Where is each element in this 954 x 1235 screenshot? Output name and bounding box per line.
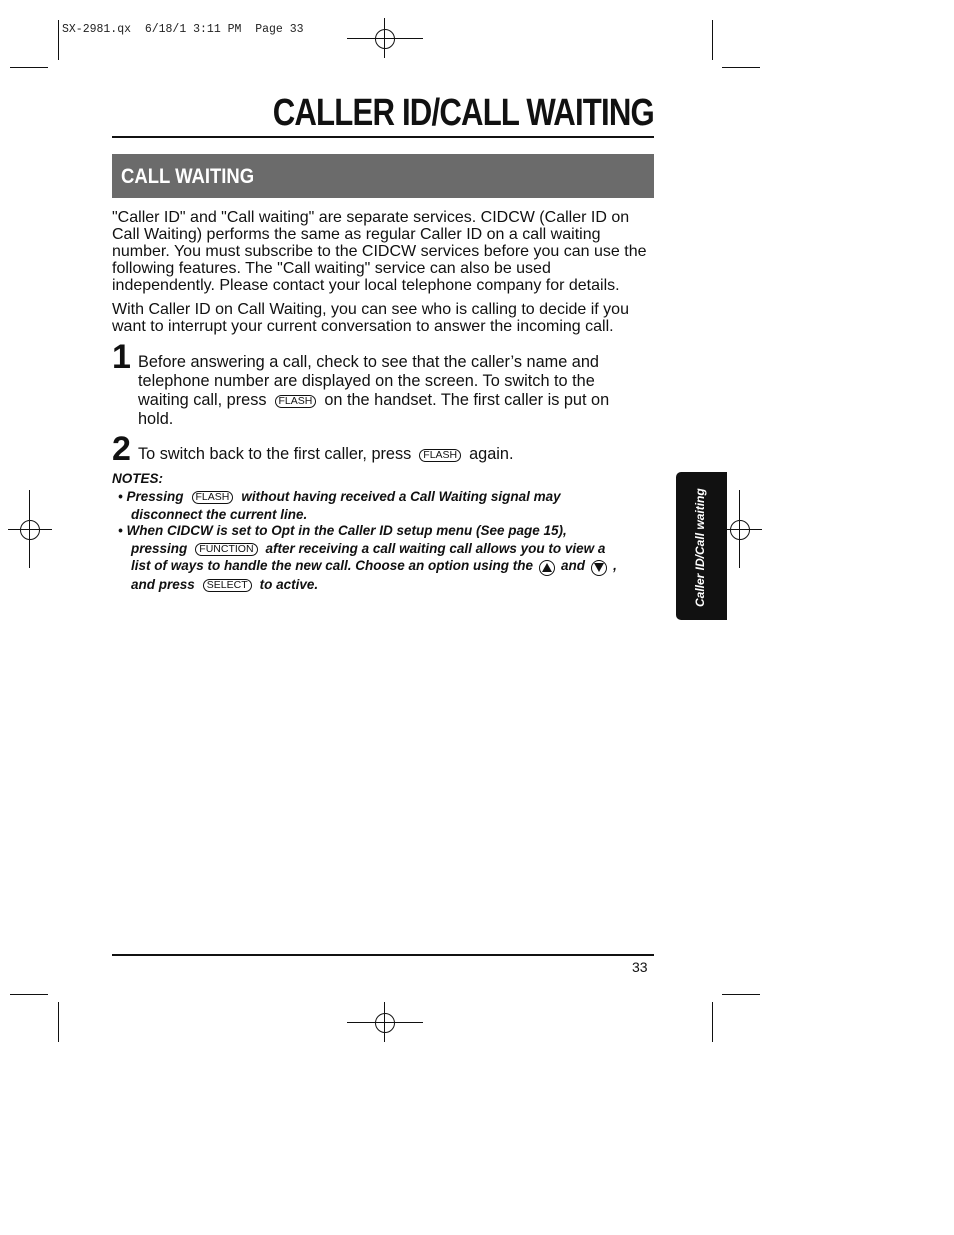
note-item [118,488,658,523]
registration-mark-icon [375,1013,395,1033]
note-item [118,522,658,593]
up-arrow-key-icon [539,560,555,576]
registration-crosshair [347,1022,423,1023]
description-paragraph: With Caller ID on Call Waiting, you can see who is calling to decide if you want to interrupt your current conversation to answer the incoming call. [112,301,629,335]
step-number: 2 [112,430,131,468]
side-tab-label: Caller ID/Call waiting [693,488,707,607]
footer-rule [112,954,654,956]
registration-crosshair [384,1002,385,1042]
registration-crosshair [347,38,423,39]
section-header [112,154,654,198]
select-key: SELECT [203,579,252,592]
page-number: 33 [632,959,648,975]
step-text [138,353,638,429]
crop-mark [722,994,760,995]
crop-mark [10,994,48,995]
note-text: and [561,558,586,573]
intro-paragraph: "Caller ID" and "Call waiting" are separate services. CIDCW (Caller ID on Call Waiting) performs the same as regular Caller ID on a call waiting number. You must subscribe to the CIDCW services before you can use the following features. The "Call waiting" service can also be used independently. Please contact your local telephone company for details. [112,209,647,294]
note-text: and press [131,576,195,592]
title-rule [112,136,654,138]
down-arrow-key-icon [591,560,607,576]
section-title: CALL WAITING [121,165,255,188]
registration-crosshair [29,490,30,568]
registration-mark-icon [20,520,40,540]
step-text-before: To switch back to the first caller, press [138,445,412,463]
step-text [138,445,638,464]
crop-mark [10,67,48,68]
page-title: CALLER ID/CALL WAITING [272,92,654,134]
flash-key: FLASH [419,449,461,462]
registration-crosshair [8,529,52,530]
crop-mark [712,20,713,60]
note-text: , [613,558,617,573]
flash-key: FLASH [275,395,317,408]
step-text-before: Before answering a call, check to see that the caller’s name and telephone number are displayed on the screen. To switch to the waiting call, press [138,353,599,409]
crop-mark [712,1002,713,1042]
note-text: • Pressing [118,489,184,504]
chapter-side-tab [676,472,727,620]
step-text-after: on the handset. The first caller is put on hold. [138,391,610,428]
registration-mark-icon [730,520,750,540]
note-text: without having received a Call Waiting signal may [241,489,561,504]
registration-crosshair [739,490,740,568]
note-text: to active. [259,576,319,592]
print-slug: SX-2981.qx 6/18/1 3:11 PM Page 33 [62,23,304,36]
note-text: list of ways to handle the new call. Choose an option using the [131,558,534,573]
crop-mark [58,20,59,60]
note-text: disconnect the current line. [131,506,308,522]
registration-crosshair [384,18,385,58]
step-number: 1 [112,338,131,376]
step-text-after: again. [469,445,514,463]
crop-mark [58,1002,59,1042]
note-text: pressing [131,540,188,556]
crop-mark [722,67,760,68]
function-key: FUNCTION [195,543,257,556]
note-text: after receiving a call waiting call allows you to view a [265,540,606,556]
notes-heading: NOTES: [112,471,164,486]
note-text: • When CIDCW is set to Opt in the Caller ID setup menu (See page 15), [118,523,567,538]
registration-mark-icon [375,29,395,49]
flash-key: FLASH [192,491,234,504]
